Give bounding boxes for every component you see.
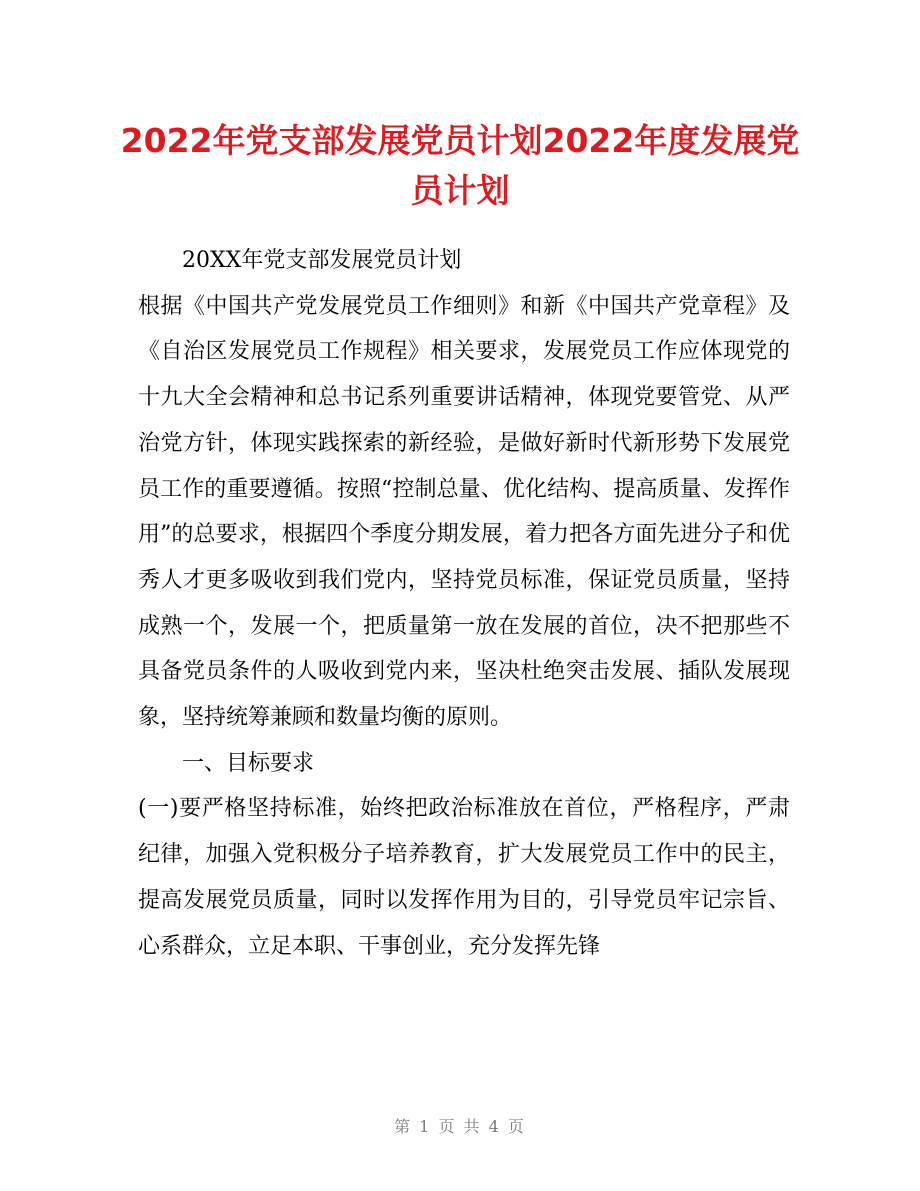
page-number: 第 1 页 共 4 页: [394, 1117, 526, 1136]
paragraph-intro: 根据《中国共产党发展党员工作细则》和新《中国共产党章程》及《自治区发展党员工作规程》相关要求，发展党员工作应体现党的十九大全会精神和总书记系列重要讲话精神，体现党要管党、从严治党方针，体现实践探索的新经验，是做好新时代新形势下发展党员工作的重要遵循。按照“控制总量、优化结构、提高质量、发挥作用”的总要求，根据四个季度分期发展，着力把各方面先进分子和优秀人才更多吸收到我们党内，坚持党员标准，保证党员质量，坚持成熟一个，发展一个，把质量第一放在发展的首位，决不把那些不具备党员条件的人吸收到党内来，坚决杜绝突击发展、插队发展现象，坚持统筹兼顾和数量均衡的原则。: [138, 293, 790, 731]
document-body: [138, 238, 790, 969]
paragraph-subtitle: 20XX年党支部发展党员计划: [182, 248, 462, 273]
document-title: 2022年党支部发展党员计划2022年度发展党员计划: [120, 121, 800, 210]
paragraph-item-1: (一)要严格坚持标准，始终把政治标准放在首位，严格程序，严肃纪律，加强入党积极分子培养教育，扩大发展党员工作中的民主，提高发展党员质量，同时以发挥作用为目的，引导党员牢记宗旨、心系群众，立足本职、干事创业，充分发挥先锋: [138, 796, 790, 959]
section-heading: 一、目标要求: [182, 750, 315, 776]
